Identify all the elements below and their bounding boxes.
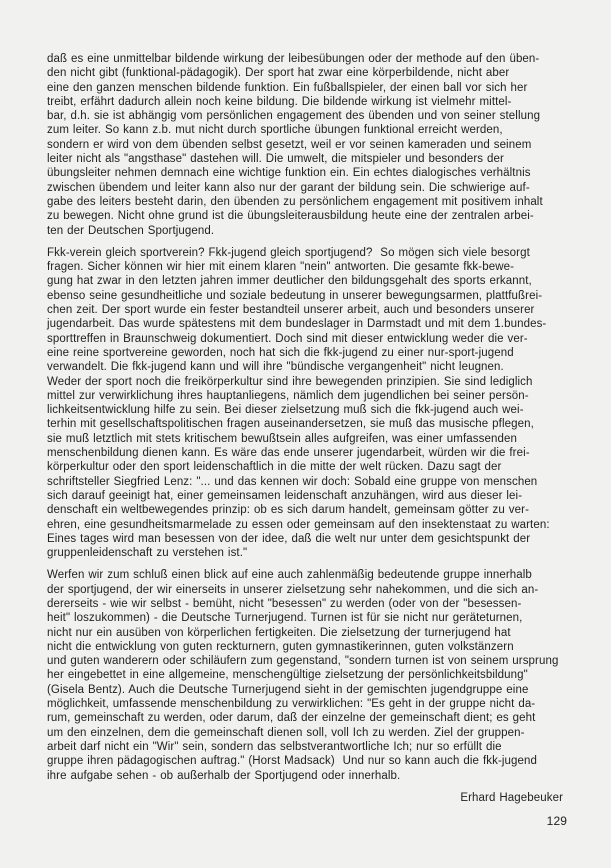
text-line: sporttreffen in Braunschweig dokumentiert. Doch sind mit dieser entwicklung weder die ver- — [47, 332, 528, 345]
text-line: und guten wanderern oder schiläufern zum gegenstand, "sondern turnen ist von seinem ursprung — [47, 655, 559, 668]
text-line: Eines tages wird man besessen von der idee, daß die welt nur unter dem gesichtspunkt der — [47, 532, 531, 545]
text-line: der sportjugend, der wir einerseits in unserer zielsetzung sehr nahekommen, und die sich an- — [47, 583, 539, 596]
text-line: Weder der sport noch die freikörperkultur sind ihre bewegenden prinzipien. Sie sind lediglich — [47, 375, 533, 388]
text-line: zum leiter. So kann z.b. mut nicht durch sportliche übungen funktional erreicht werden, — [47, 124, 503, 137]
text-line: treibt, erfährt dadurch allein noch keine bildung. Die bildende wirkung ist vielmehr mittel- — [47, 95, 512, 108]
text-line: ten der Deutschen Sportjugend. — [47, 224, 215, 237]
page-number: 129 — [546, 814, 567, 829]
text-line: daß es eine unmittelbar bildende wirkung der leibesübungen oder der methode auf den üben- — [47, 53, 540, 65]
text-line: um den einzelnen, dem die gemeinschaft dienen soll, voll Ich zu werden. Ziel der gruppen- — [47, 726, 525, 739]
text-line: eine den ganzen menschen bildende funktion. Ein fußballspieler, der einen ball vor sich her — [47, 81, 528, 94]
text-line: zu bewegen. Nicht ohne grund ist die übungsleiterausbildung heute eine der zentralen arbei- — [47, 210, 534, 223]
text-line: her eingebettet in eine allgemeine, menschengültige zielsetzung der persönlichkeitsbildung" — [47, 669, 528, 682]
text-line: leiter nicht als "angsthase" dastehen will. Die umwelt, die mitspieler und besonders der — [47, 153, 504, 166]
text-line: arbeit darf nicht ein "Wir" sein, sondern das selbstverantwortliche Ich; nur so erfüllt die — [47, 740, 502, 753]
text-line: (Gisela Bentz). Auch die Deutsche Turnerjugend sieht in der gemischten jugendgruppe eine — [47, 683, 529, 696]
text-line: sich darauf geeinigt hat, einer gemeinsamen leidenschaft anzuhängen, wird aus dieser lei- — [47, 489, 523, 502]
text-line: Fkk-verein gleich sportverein? Fkk-jugend gleich sportjugend? So mögen sich viele besorgt — [47, 246, 530, 259]
text-line: gruppenleidenschaft zu verstehen ist." — [47, 547, 248, 560]
text-line: nicht die entwicklung von guten reckturnern, guten gymnastikerinnen, guten volkstänzern — [47, 640, 514, 653]
text-line: chen zeit. Der sport wurde ein fester bestandteil unserer arbeit, auch und besonders unserer — [47, 304, 535, 317]
text-line: übungsleiter nehmen demnach eine wichtige funktion ein. Ein echtes dialogisches verhältnis — [47, 167, 531, 180]
text-line: Werfen wir zum schluß einen blick auf eine auch zahlenmäßig bedeutende gruppe innerhalb — [47, 569, 532, 582]
text-line: gung hat zwar in den letzten jahren immer deutlicher den bildungsgehalt des sports erkannt, — [47, 275, 532, 288]
text-line: eine reine sportvereine geworden, noch hat sich die fkk-jugend zu einer nur-sport-jugend — [47, 346, 514, 359]
text-line: bar, d.h. sie ist abhängig vom persönlichen engagement des übenden und von seiner stellung — [47, 110, 541, 123]
text-line: den nicht gibt (funktional-pädagogik). Der sport hat zwar eine körperbildende, nicht aber — [47, 67, 510, 80]
author-signature: Erhard Hagebeuker — [460, 791, 563, 804]
text-line: verwandelt. Die fkk-jugend kann und will ihre "bündische vergangenheit" nicht leugnen. — [47, 361, 504, 374]
text-line: mittel zur verwirklichung ihres hauptanliegens, nämlich dem jugendlichen bei seiner persön- — [47, 389, 529, 402]
text-line: körperkultur oder den sport leidenschaftlich in die mitte der welt rücken. Dazu sagt der — [47, 461, 502, 474]
text-line: ehren, eine gesundheitsmarmelade zu essen oder gemeinsam auf den insektenstaat zu warten: — [47, 518, 550, 531]
text-line: menschenbildung dienen kann. Es wäre das ende unserer jugendarbeit, würden wir die frei- — [47, 447, 530, 460]
text-line: jugendarbeit. Das wurde spätestens mit dem bundeslager in Darmstadt und mit dem 1.bundes- — [47, 318, 547, 331]
text-line: ihre aufgabe sehen - ob außerhalb der Sportjugend oder innerhalb. — [47, 769, 401, 782]
text-line: sie muß letztlich mit stets kritischem bewußtsein alles aufgreifen, was einer umfassenden — [47, 432, 517, 445]
text-line: dererseits - wie wir selbst - bemüht, nicht "besessen" zu werden (oder von der "besessen- — [47, 597, 522, 610]
text-line: gruppe ihren pädagogischen auftrag." (Horst Madsack) Und nur so kann auch die fkk-jugend — [47, 755, 538, 768]
paragraph — [47, 568, 571, 782]
text-line: gabe des leiters besteht darin, den übenden zu persönlichem engagement mit positivem inhalt — [47, 195, 543, 208]
text-line: ebenso seine gesundheitliche und soziale bedeutung in unserer bewegungsarmen, plattfußrei- — [47, 289, 543, 302]
text-line: schriftsteller Siegfried Lenz: "... und das kennen wir doch: Sobald eine gruppe von menschen — [47, 475, 538, 488]
paragraph — [47, 52, 571, 238]
text-line: denschaft ein weltbewegendes prinzip: ob es sich darum handelt, gemeinsam götter zu ver- — [47, 504, 530, 517]
text-line: fragen. Sicher können wir hier mit einem klaren "nein" antworten. Die gesamte fkk-bewe- — [47, 261, 515, 274]
text-line: terhin mit gesellschaftspolitischen fragen auseinandersetzen, sie muß das musische pflegen, — [47, 418, 534, 431]
paragraph — [47, 246, 571, 561]
text-line: möglichkeit, umfassende menschenbildung zu verwirklichen: "Es geht in der gruppe nicht da- — [47, 698, 536, 711]
text-column — [47, 52, 571, 828]
text-line: lichkeitsentwicklung hilfe zu sein. Bei dieser zielsetzung muß sich die fkk-jugend auch wei- — [47, 404, 524, 417]
text-line: rum, gemeinschaft zu werden, oder darum, daß der einzelne der gemeinschaft dient; es geht — [47, 712, 536, 725]
text-line: heit" loszukommen) - die Deutsche Turnerjugend. Turnen ist für sie nicht nur geräteturnen, — [47, 612, 523, 625]
text-line: sondern er wird von dem übenden selbst gesetzt, weil er vor seinen kameraden und seinem — [47, 138, 532, 151]
text-line: zwischen übendem und leiter kann also nur der garant der bildung sein. Die schwierige auf- — [47, 181, 530, 194]
text-line: nicht nur ein ausüben von körperlichen fertigkeiten. Die zielsetzung der turnerjugend hat — [47, 626, 511, 639]
